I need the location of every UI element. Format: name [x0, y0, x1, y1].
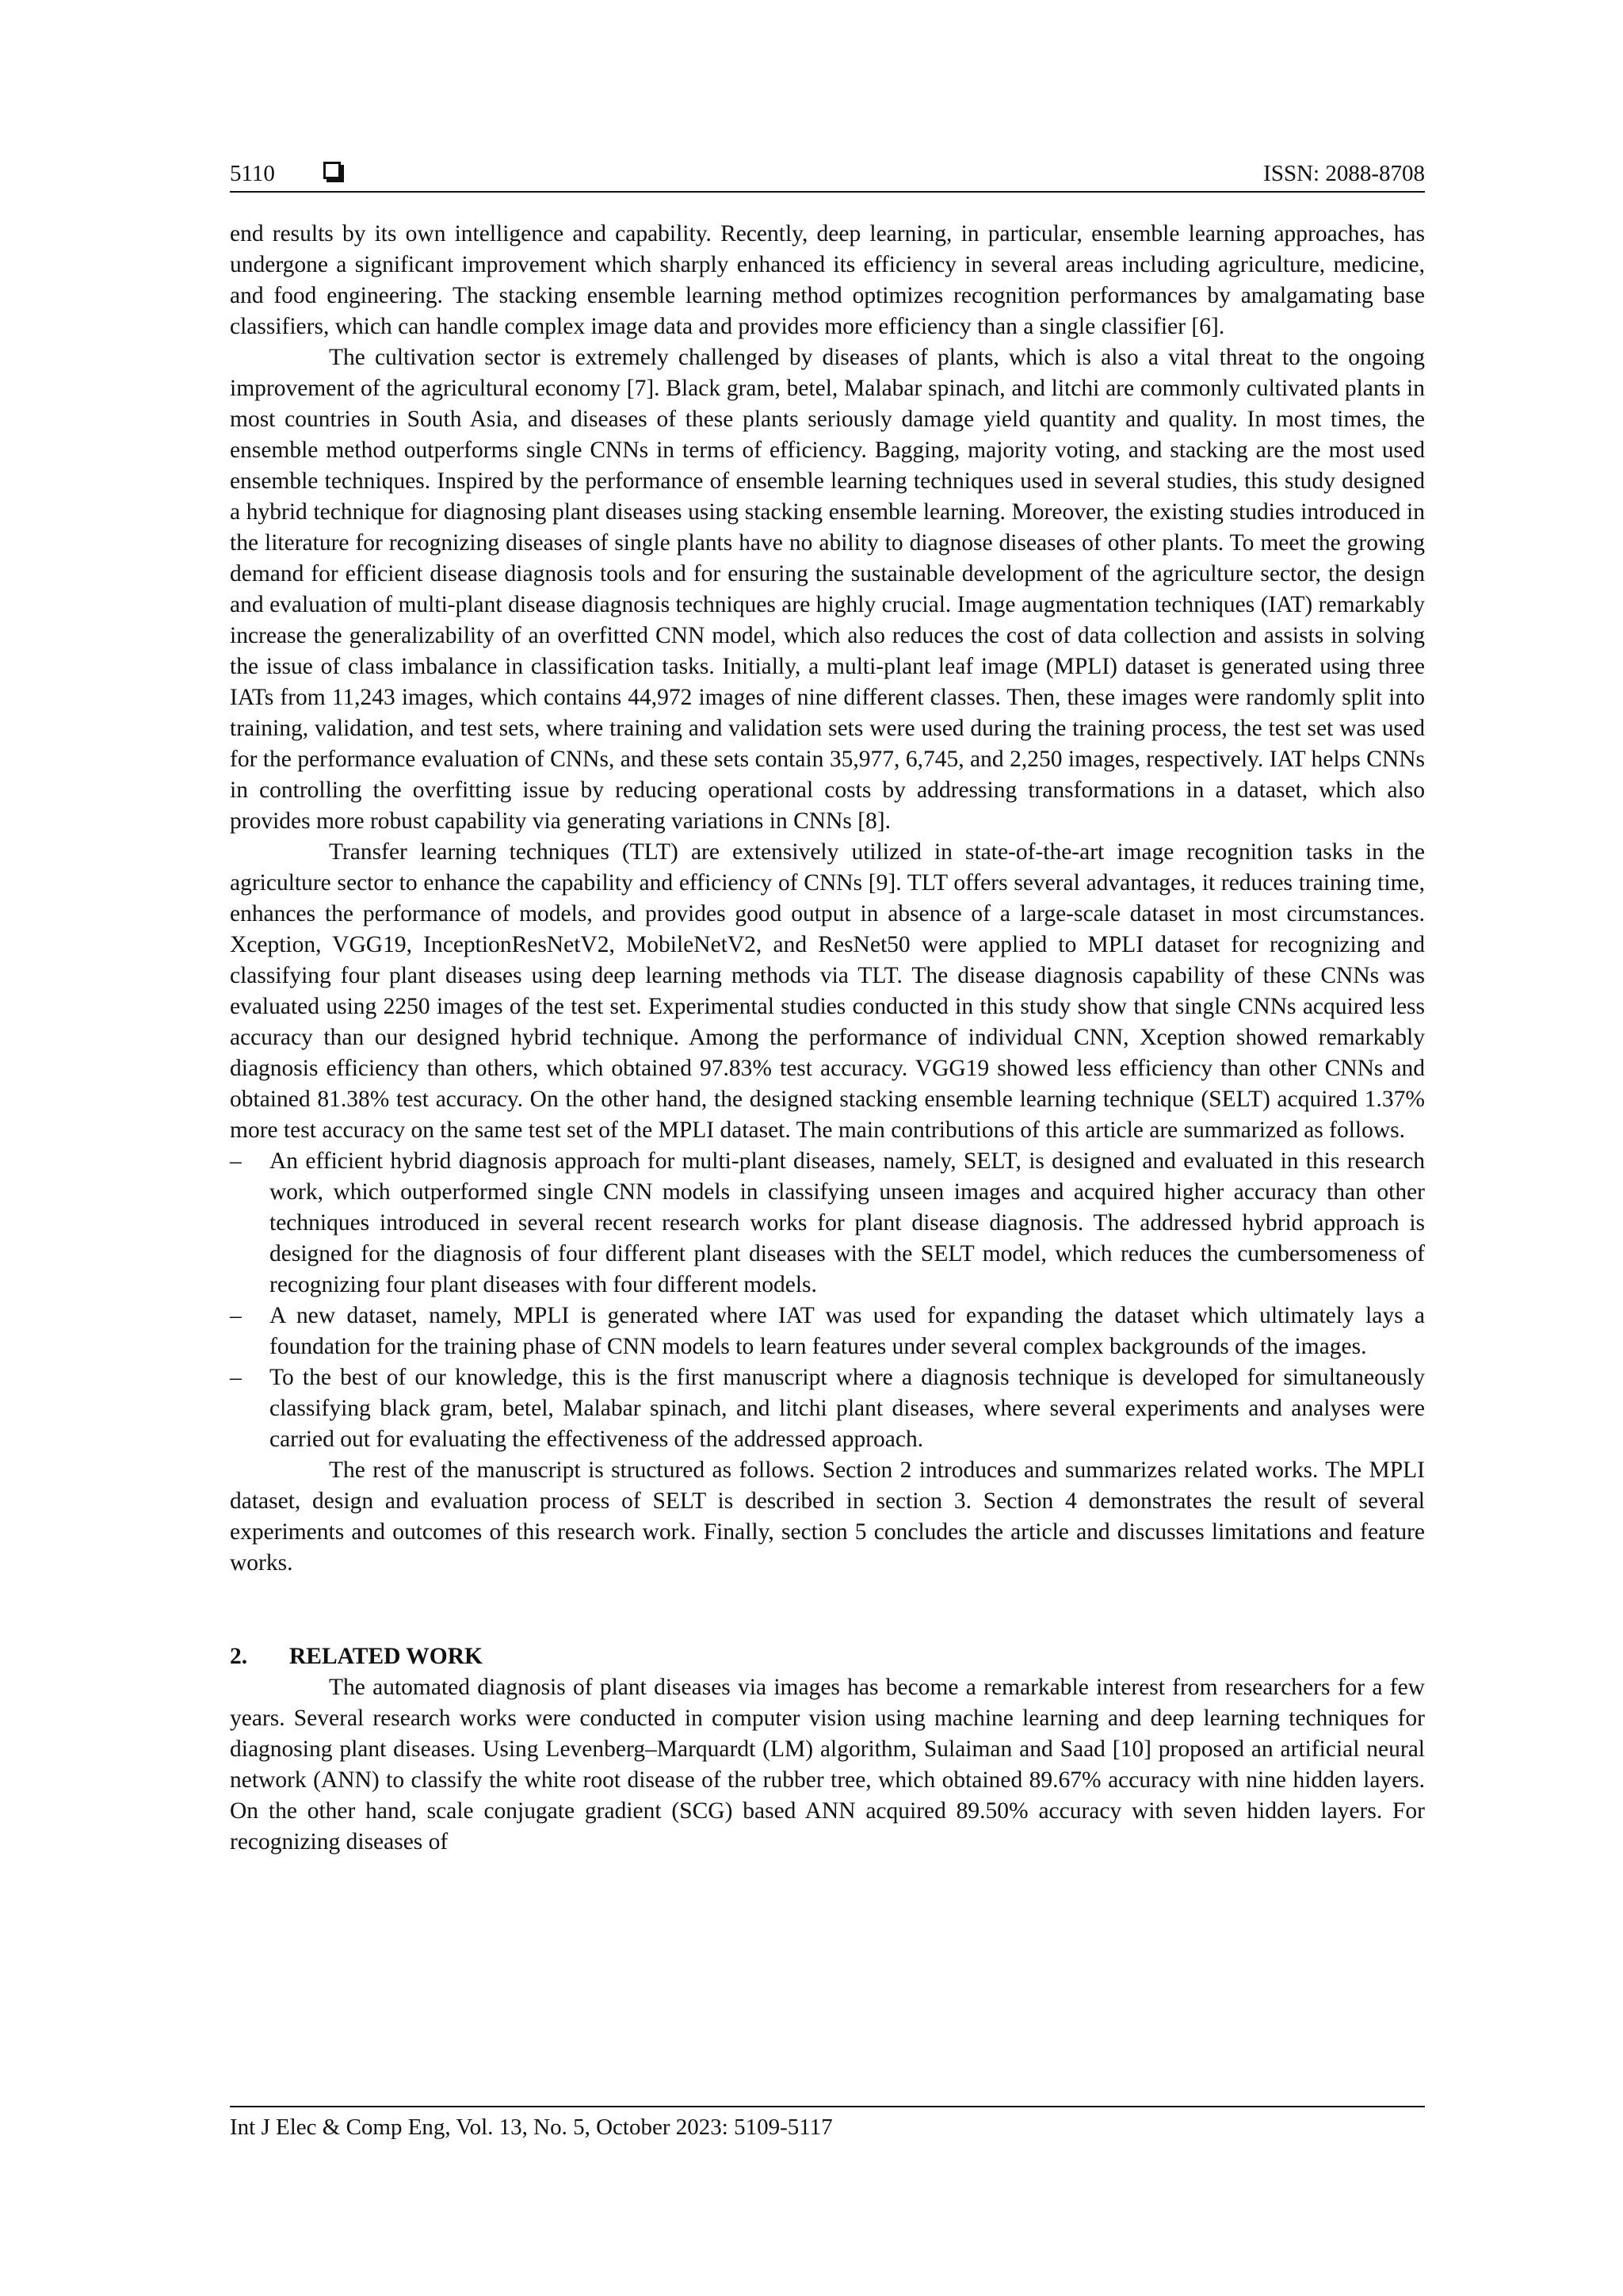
page-number: 5110: [230, 161, 275, 186]
paragraph-3: Transfer learning techniques (TLT) are extensively utilized in state-of-the-art image recognition tasks in the agriculture sector to enhance the capability and efficiency of CNNs [9]. TLT offers several advantages, it reduces training time, enhances the performance of models, and provides good output in absence of a large-scale dataset in most circumstances. Xception, VGG19, InceptionResNetV2, MobileNetV2, and ResNet50 were applied to MPLI dataset for recognizing and classifying four plant diseases using deep learning methods via TLT. The disease diagnosis capability of these CNNs was evaluated using 2250 images of the test set. Experimental studies conducted in this study show that single CNNs acquired less accuracy than our designed hybrid technique. Among the performance of individual CNN, Xception showed remarkably diagnosis efficiency than others, which obtained 97.83% test accuracy. VGG19 showed less efficiency than other CNNs and obtained 81.38% test accuracy. On the other hand, the designed stacking ensemble learning technique (SELT) acquired 1.37% more test accuracy on the same test set of the MPLI dataset. The main contributions of this article are summarized as follows.: [230, 839, 1425, 1143]
section-title: RELATED WORK: [289, 1644, 483, 1669]
running-header: [230, 155, 1425, 193]
list-item: [230, 1362, 1425, 1455]
list-item: [230, 1301, 1425, 1362]
paragraph-1: end results by its own intelligence and capability. Recently, deep learning, in particular, ensemble learning approaches, has undergone a significant improvement which sharply enhanced its efficiency in several areas including agriculture, medicine, and food engineering. The stacking ensemble learning method optimizes recognition performances by amalgamating base classifiers, which can handle complex image data and provides more efficiency than a single classifier [6].: [230, 221, 1425, 339]
footer-rule: [230, 2106, 1425, 2107]
list-item-text: To the best of our knowledge, this is the first manuscript where a diagnosis technique is developed for simultaneously classifying black gram, betel, Malabar spinach, and litchi plant diseases, where several experiments and analyses were carried out for evaluating the effectiveness of the addressed approach.: [269, 1365, 1425, 1452]
article-body: [230, 219, 1425, 1858]
dash-marker: –: [230, 1303, 242, 1328]
section-number: 2.: [230, 1644, 248, 1669]
issn-label: ISSN: 2088-8708: [1263, 161, 1425, 186]
shadowed-box-icon: [323, 162, 341, 179]
list-item: [230, 1146, 1425, 1301]
paragraph-5: The automated diagnosis of plant diseases via images has become a remarkable interest from researchers for a few years. Several research works were conducted in computer vision using machine learning and deep learning techniques for diagnosing plant diseases. Using Levenberg–Marquardt (LM) algorithm, Sulaiman and Saad [10] proposed an artificial neural network (ANN) to classify the white root disease of the rubber tree, which obtained 89.67% accuracy with nine hidden layers. On the other hand, scale conjugate gradient (SCG) based ANN acquired 89.50% accuracy with seven hidden layers. For recognizing diseases of: [230, 1675, 1425, 1855]
footer-citation: Int J Elec & Comp Eng, Vol. 13, No. 5, October 2023: 5109-5117: [230, 2115, 833, 2140]
list-item-text: An efficient hybrid diagnosis approach for multi-plant diseases, namely, SELT, is designed and evaluated in this research work, which outperformed single CNN models in classifying unseen images and acquired higher accuracy than other techniques introduced in several recent research works for plant disease diagnosis. The addressed hybrid approach is designed for the diagnosis of four different plant diseases with the SELT model, which reduces the cumbersomeness of recognizing four plant diseases with four different models.: [269, 1148, 1425, 1297]
section-heading: [230, 1641, 1425, 1672]
header-rule: [230, 191, 1425, 193]
dash-marker: –: [230, 1365, 242, 1390]
paragraph-2: The cultivation sector is extremely challenged by diseases of plants, which is also a vital threat to the ongoing improvement of the agricultural economy [7]. Black gram, betel, Malabar spinach, and litchi are commonly cultivated plants in most countries in South Asia, and diseases of these plants seriously damage yield quantity and quality. In most times, the ensemble method outperforms single CNNs in terms of efficiency. Bagging, majority voting, and stacking are the most used ensemble techniques. Inspired by the performance of ensemble learning techniques used in several studies, this study designed a hybrid technique for diagnosing plant diseases using stacking ensemble learning. Moreover, the existing studies introduced in the literature for recognizing diseases of single plants have no ability to diagnose diseases of other plants. To meet the growing demand for efficient disease diagnosis tools and for ensuring the sustainable development of the agriculture sector, the design and evaluation of multi-plant disease diagnosis techniques are highly crucial. Image augmentation techniques (IAT) remarkably increase the generalizability of an overfitted CNN model, which also reduces the cost of data collection and assists in solving the issue of class imbalance in classification tasks. Initially, a multi-plant leaf image (MPLI) dataset is generated using three IATs from 11,243 images, which contains 44,972 images of nine different classes. Then, these images were randomly split into training, validation, and test sets, where training and validation sets were used during the training process, the test set was used for the performance evaluation of CNNs, and these sets contain 35,977, 6,745, and 2,250 images, respectively. IAT helps CNNs in controlling the overfitting issue by reducing operational costs by addressing transformations in a dataset, which also provides more robust capability via generating variations in CNNs [8].: [230, 345, 1425, 834]
paragraph-4: The rest of the manuscript is structured as follows. Section 2 introduces and summarizes related works. The MPLI dataset, design and evaluation process of SELT is described in section 3. Section 4 demonstrates the result of several experiments and outcomes of this research work. Finally, section 5 concludes the article and discusses limitations and feature works.: [230, 1457, 1425, 1576]
contributions-list: [230, 1146, 1425, 1455]
list-item-text: A new dataset, namely, MPLI is generated where IAT was used for expanding the dataset which ultimately lays a foundation for the training phase of CNN models to learn features under several complex backgrounds of the images.: [269, 1303, 1425, 1359]
dash-marker: –: [230, 1148, 242, 1174]
